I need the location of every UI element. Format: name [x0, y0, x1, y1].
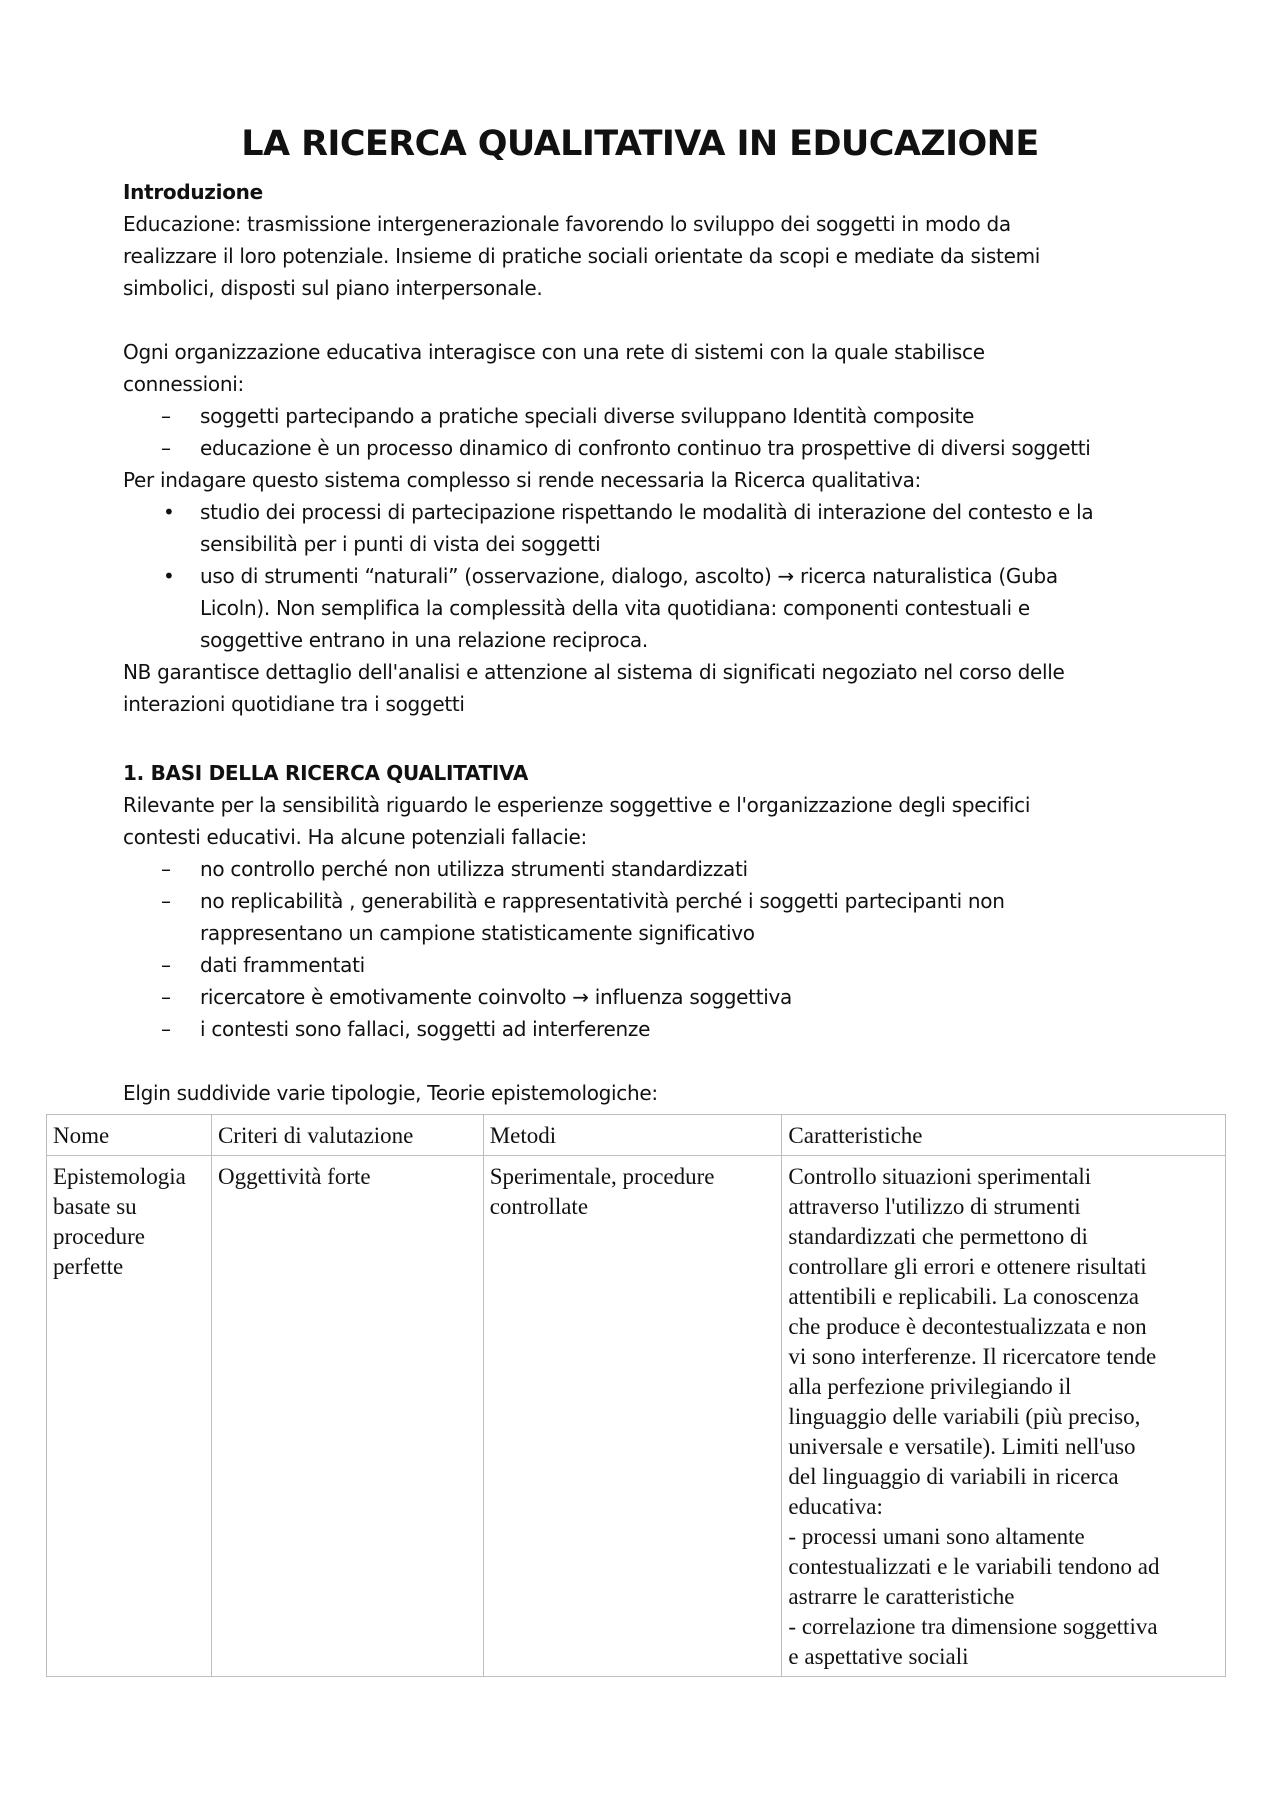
- cell-line: Sperimentale, procedure: [489, 1164, 715, 1189]
- intro-heading: Introduzione: [123, 180, 263, 204]
- section-heading: 1. BASI DELLA RICERCA QUALITATIVA: [123, 761, 528, 785]
- page-title: LA RICERCA QUALITATIVA IN EDUCAZIONE: [241, 124, 1039, 164]
- list-item: [123, 560, 1183, 656]
- blank-line: [123, 1045, 1183, 1077]
- section-1: [123, 757, 1183, 1109]
- section-p1-line: Rilevante per la sensibilità riguardo le esperienze soggettive e l'organizzazione degli specifici: [123, 793, 1031, 817]
- table-header-row: [47, 1115, 1226, 1156]
- cell-line: standardizzati che permettono di: [788, 1224, 1088, 1249]
- cell-line: del linguaggio di variabili in ricerca: [788, 1464, 1119, 1489]
- list-item: [123, 496, 1183, 560]
- list-item: [123, 1013, 1183, 1045]
- list-item-line: sensibilità per i punti di vista dei soggetti: [200, 532, 601, 556]
- list-item: [123, 981, 1183, 1013]
- list-item: – soggetti partecipando a pratiche speciali diverse sviluppano Identità composite: [123, 400, 1183, 432]
- cell-line: astrarre le caratteristiche: [788, 1584, 1015, 1609]
- intro-dash-list: [123, 400, 1183, 464]
- list-item-line: – no replicabilità , generabilità e rappresentatività perché i soggetti partecipanti non: [200, 889, 1005, 913]
- cell-line: Oggettività forte: [217, 1164, 371, 1189]
- cell-line: universale e versatile). Limiti nell'uso: [788, 1434, 1136, 1459]
- intro-p1-line: simbolici, disposti sul piano interpersonale.: [123, 276, 543, 300]
- intro-p2-line: connessioni:: [123, 372, 244, 396]
- cell-line: linguaggio delle variabili (più preciso,: [788, 1404, 1141, 1429]
- table-intro: Elgin suddivide varie tipologie, Teorie epistemologiche:: [123, 1081, 658, 1105]
- cell-line: vi sono interferenze. Il ricercatore tende: [788, 1344, 1157, 1369]
- list-item: – educazione è un processo dinamico di confronto continuo tra prospettive di diversi soggetti: [123, 432, 1183, 464]
- cell-line: Epistemologia: [53, 1164, 186, 1189]
- cell-line: Controllo situazioni sperimentali: [788, 1164, 1092, 1189]
- cell-line: attentibili e replicabili. La conoscenza: [788, 1284, 1139, 1309]
- list-item-line: – dati frammentati: [200, 953, 365, 977]
- cell-line: che produce è decontestualizzata e non: [788, 1314, 1147, 1339]
- cell-line: educativa:: [788, 1494, 883, 1519]
- section-p1-line: contesti educativi. Ha alcune potenziali fallacie:: [123, 825, 587, 849]
- intro-p2-line: Ogni organizzazione educativa interagisce con una rete di sistemi con la quale stabilisce: [123, 340, 985, 364]
- list-item-line: Licoln). Non semplifica la complessità della vita quotidiana: componenti contestuali e: [200, 596, 1030, 620]
- intro-section: [123, 176, 1183, 720]
- fallacie-list: [123, 853, 1183, 1045]
- table-cell-metodi: [483, 1156, 782, 1677]
- intro-p1-line: Educazione: trasmissione intergenerazionale favorendo lo sviluppo dei soggetti in modo da: [123, 212, 1011, 236]
- table-cell-caratteristiche: [782, 1156, 1226, 1677]
- cell-line: attraverso l'utilizzo di strumenti: [788, 1194, 1081, 1219]
- list-item-line: • studio dei processi di partecipazione rispettando le modalità di interazione del contesto e la: [200, 500, 1094, 524]
- table-header-cell: Criteri di valutazione: [211, 1115, 483, 1156]
- list-item-line: rappresentano un campione statisticamente significativo: [200, 921, 755, 945]
- intro-p1-line: realizzare il loro potenziale. Insieme di pratiche sociali orientate da scopi e mediate da sistemi: [123, 244, 1041, 268]
- cell-line: contestualizzati e le variabili tendono ad: [788, 1554, 1160, 1579]
- list-item: [123, 853, 1183, 885]
- cell-line: - processi umani sono altamente: [788, 1524, 1085, 1549]
- nb-line: interazioni quotidiane tra i soggetti: [123, 692, 465, 716]
- blank-line: [123, 304, 1183, 336]
- intro-p3: Per indagare questo sistema complesso si rende necessaria la Ricerca qualitativa:: [123, 468, 921, 492]
- list-item-line: – no controllo perché non utilizza strumenti standardizzati: [200, 857, 748, 881]
- table-cell-criteri: [211, 1156, 483, 1677]
- list-item: [123, 885, 1183, 949]
- cell-line: perfette: [53, 1254, 124, 1279]
- table-header-cell: Nome: [47, 1115, 212, 1156]
- cell-line: controllare gli errori e ottenere risultati: [788, 1254, 1147, 1279]
- nb-line: NB garantisce dettaglio dell'analisi e attenzione al sistema di significati negoziato nel corso delle: [123, 660, 1065, 684]
- table-header-cell: Metodi: [483, 1115, 782, 1156]
- cell-line: - correlazione tra dimensione soggettiva: [788, 1614, 1158, 1639]
- cell-line: procedure: [53, 1224, 145, 1249]
- intro-bullet-list: [123, 496, 1183, 656]
- list-item: [123, 949, 1183, 981]
- epistemology-table: [46, 1114, 1226, 1677]
- list-item-line: • uso di strumenti “naturali” (osservazione, dialogo, ascolto) → ricerca naturalistica (Guba: [200, 564, 1058, 588]
- list-item-line: soggettive entrano in una relazione reciproca.: [200, 628, 648, 652]
- list-item-line: – i contesti sono fallaci, soggetti ad interferenze: [200, 1017, 651, 1041]
- cell-line: alla perfezione privilegiando il: [788, 1374, 1072, 1399]
- cell-line: controllate: [489, 1194, 589, 1219]
- list-item-line: – ricercatore è emotivamente coinvolto → influenza soggettiva: [200, 985, 793, 1009]
- table-header-cell: Caratteristiche: [782, 1115, 1226, 1156]
- cell-line: basate su: [53, 1194, 137, 1219]
- cell-line: e aspettative sociali: [788, 1644, 969, 1669]
- table-row: [47, 1156, 1226, 1677]
- table-cell-nome: [47, 1156, 212, 1677]
